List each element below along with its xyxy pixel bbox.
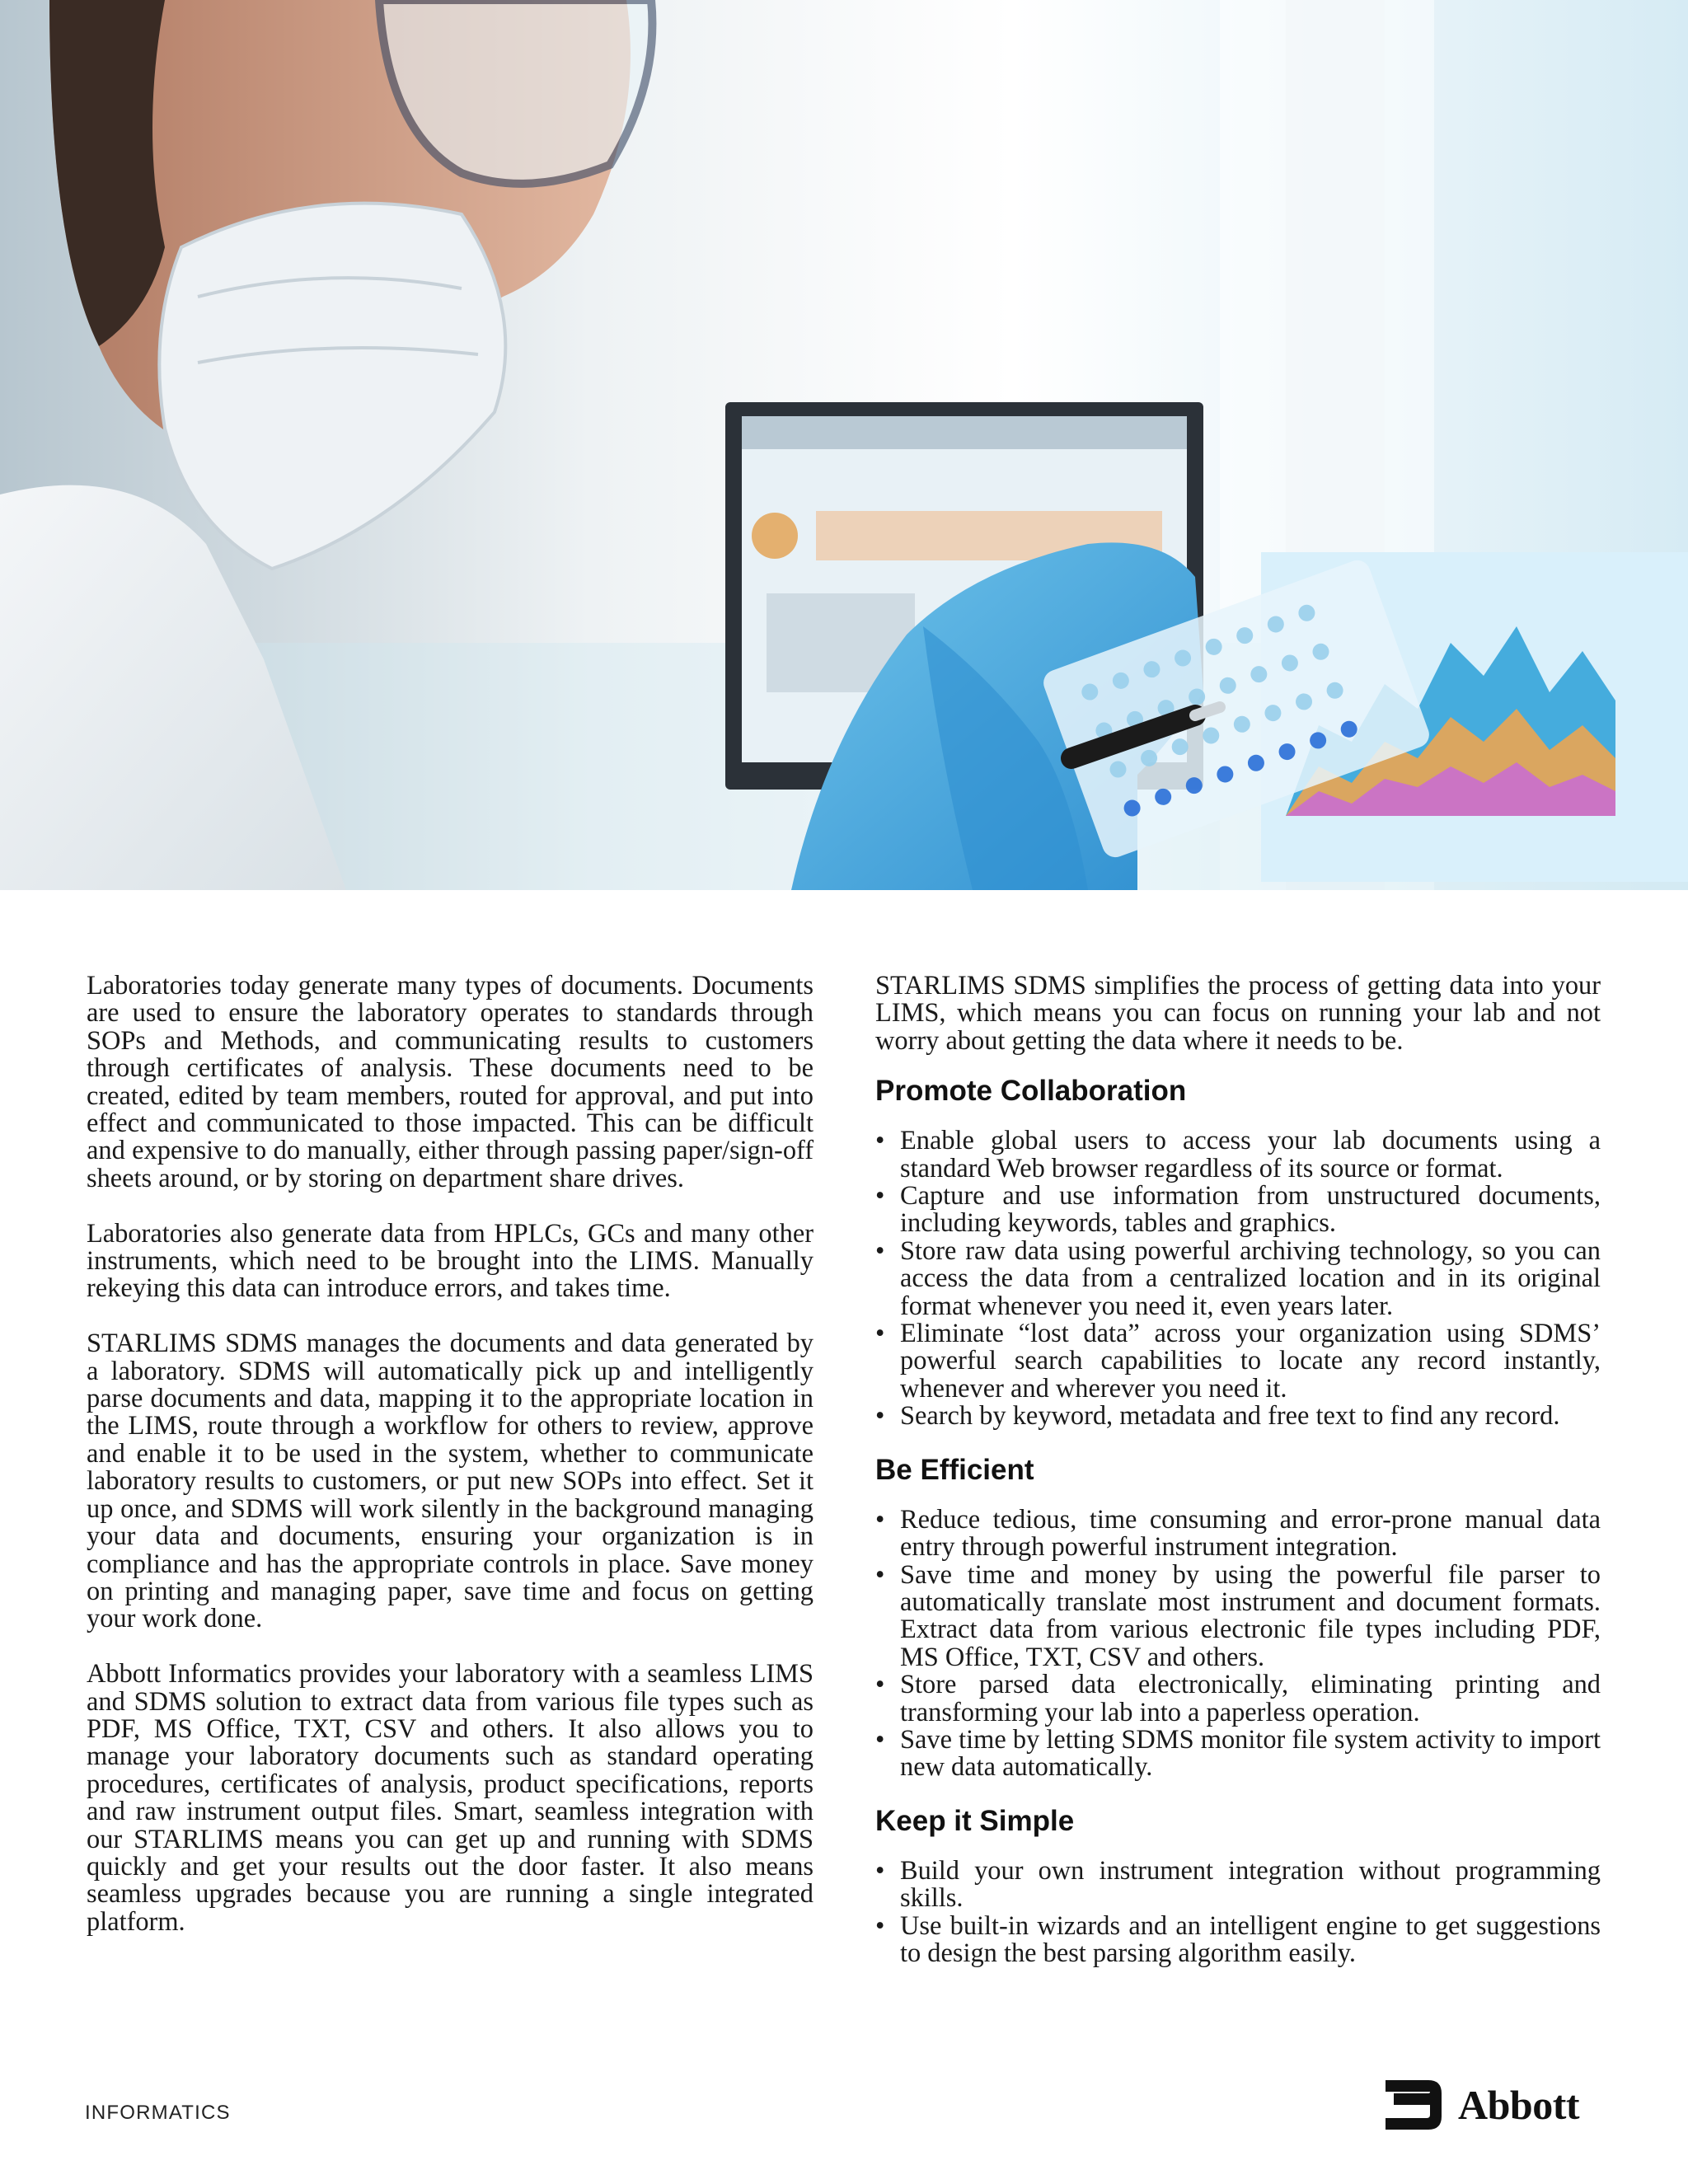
list-item: • Search by keyword, metadata and free text to find any record. (875, 1403, 1601, 1430)
list-item: • Save time and money by using the powerful file parser to automatically translate most instrument and document formats. Extract data from various electronic file types including PDF, MS Office, TXT, CSV and others. (875, 1562, 1601, 1672)
bullet-list (875, 1855, 1601, 1968)
abbott-logo-mark-icon (1381, 2075, 1447, 2135)
logo-wordmark: Abbott (1458, 2082, 1580, 2128)
section-heading: Keep it Simple (875, 1804, 1075, 1837)
bullet-list (875, 1504, 1601, 1783)
list-item: • Enable global users to access your lab documents using a standard Web browser regardless of its source or format. (875, 1127, 1601, 1183)
body-paragraph: Laboratories today generate many types of documents. Documents are used to ensure the laboratory operates to standards through SOPs and Methods, and communicating results to customers through certificates of analysis. These documents need to be created, edited by team members, routed for approval, and put into effect and communicated to those impacted. This can be difficult and expensive to do manually, either through passing paper/sign-off sheets around, or by storing on department share drives. (87, 971, 814, 1193)
list-item: • Store parsed data electronically, eliminating printing and transforming your lab into a paperless operation. (875, 1671, 1601, 1727)
intro-paragraph: STARLIMS SDMS simplifies the process of getting data into your LIMS, which means you can focus on running your lab and not worry about getting the data where it needs to be. (875, 971, 1601, 1056)
left-column (87, 972, 814, 1964)
list-item: • Store raw data using powerful archiving technology, so you can access the data from a centralized location and in its original format whenever you need it, even years later. (875, 1238, 1601, 1320)
hero-photo (0, 0, 1688, 890)
list-item: • Eliminate “lost data” across your organization using SDMS’ powerful search capabilities to locate any record instantly, whenever and wherever you need it. (875, 1320, 1601, 1403)
list-item: • Use built-in wizards and an intelligent engine to get suggestions to design the best parsing algorithm easily. (875, 1913, 1601, 1968)
section-heading: Promote Collaboration (875, 1075, 1187, 1108)
abbott-logo (1381, 2075, 1579, 2135)
lab-photo-illustration (0, 0, 1688, 890)
footer-label: INFORMATICS (85, 2102, 231, 2124)
bullet-list (875, 1127, 1601, 1430)
right-column (875, 972, 1601, 1990)
body-paragraph: STARLIMS SDMS manages the documents and data generated by a laboratory. SDMS will automatically pick up and intelligently parse documents and data, mapping it to the appropriate location in the LIMS, route through a workflow for others to review, approve and enable it to be used in the system, whether to communicate laboratory results to customers, or put new SOPs into effect. Set it up once, and SDMS will work silently in the background managing your data and documents, ensuring your organization is in compliance and has the appropriate controls in place. Save money on printing and managing paper, save time and focus on getting your work done. (87, 1329, 814, 1634)
list-item: • Build your own instrument integration without programming skills. (875, 1858, 1601, 1913)
section-heading: Be Efficient (875, 1453, 1034, 1486)
list-item: • Save time by letting SDMS monitor file system activity to import new data automatically. (875, 1727, 1601, 1782)
list-item: • Reduce tedious, time consuming and error-prone manual data entry through powerful instrument integration. (875, 1507, 1601, 1562)
body-paragraph: Laboratories also generate data from HPLCs, GCs and many other instruments, which need to be brought into the LIMS. Manually rekeying this data can introduce errors, and takes time. (87, 1218, 814, 1304)
body-paragraph: Abbott Informatics provides your laboratory with a seamless LIMS and SDMS solution to extract data from various file types such as PDF, MS Office, TXT, CSV and others. It also allows you to manage your laboratory documents such as standard operating procedures, certificates of analysis, product specifications, reports and raw instrument output files. Smart, seamless integration with our STARLIMS means you can get up and running with SDMS quickly and get your results out the door faster. It also means seamless upgrades because you are running a single integrated platform. (87, 1659, 814, 1937)
list-item: • Capture and use information from unstructured documents, including keywords, tables and graphics. (875, 1183, 1601, 1238)
